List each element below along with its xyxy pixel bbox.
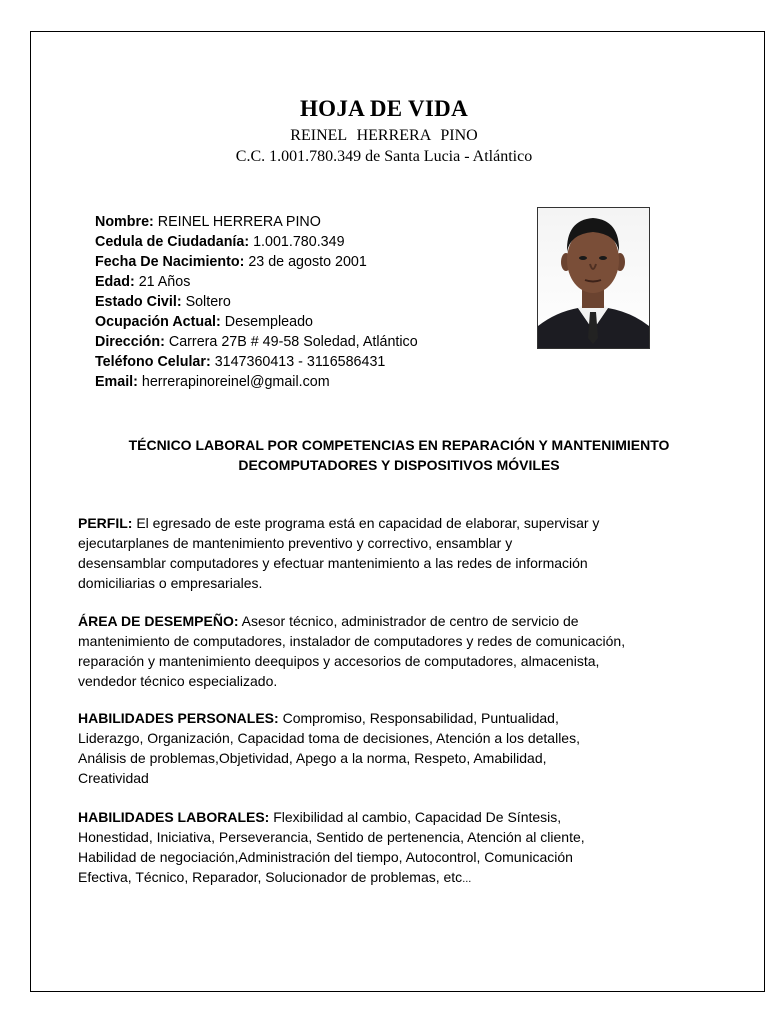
section-line: Creatividad xyxy=(78,770,149,786)
info-row-fecha xyxy=(95,252,418,272)
info-value: Desempleado xyxy=(220,314,313,330)
section-line xyxy=(78,867,471,889)
info-label: Edad: xyxy=(95,274,135,290)
info-label: Email: xyxy=(95,374,138,390)
section-perfil xyxy=(78,513,678,593)
info-label: Dirección: xyxy=(95,334,165,350)
info-value: 3147360413 - 3116586431 xyxy=(210,354,386,370)
info-value: Carrera 27B # 49-58 Soledad, Atlántico xyxy=(164,334,418,350)
section-line: domiciliarias o empresariales. xyxy=(78,575,263,591)
section-line xyxy=(78,708,678,728)
section-line xyxy=(78,513,678,533)
section-line xyxy=(78,611,678,631)
info-label: Cedula de Ciudadanía: xyxy=(95,234,250,250)
profile-photo xyxy=(537,207,650,349)
section-text: Asesor técnico, administrador de centro de servicio de xyxy=(238,613,579,629)
section-line: Liderazgo, Organización, Capacidad toma de decisiones, Atención a los detalles, xyxy=(78,730,580,746)
candidate-name-heading: REINEL HERRERA PINO xyxy=(290,127,478,144)
document-title: HOJA DE VIDA xyxy=(299,96,469,121)
section-label: PERFIL: xyxy=(78,515,133,531)
section-line: ejecutarplanes de mantenimiento preventivo y correctivo, ensamblar y xyxy=(78,535,513,551)
info-value: REINEL HERRERA PINO xyxy=(153,214,321,230)
info-row-cedula xyxy=(95,232,418,252)
info-label: Nombre: xyxy=(95,214,154,230)
section-habilidades-personales xyxy=(78,708,678,788)
info-row-ocupacion xyxy=(95,312,418,332)
section-line: Habilidad de negociación,Administración del tiempo, Autocontrol, Comunicación xyxy=(78,849,573,865)
info-row-edad xyxy=(95,272,418,292)
info-label: Estado Civil: xyxy=(95,294,182,310)
info-row-estado xyxy=(95,292,418,312)
portrait-illustration xyxy=(538,208,649,348)
degree-title xyxy=(80,435,718,475)
info-value: 1.001.780.349 xyxy=(249,234,345,250)
section-line: vendedor técnico especializado. xyxy=(78,673,278,689)
section-label: HABILIDADES PERSONALES: xyxy=(78,710,279,726)
info-value: Soltero xyxy=(181,294,231,310)
section-line: Análisis de problemas,Objetividad, Apego a la norma, Respeto, Amabilidad, xyxy=(78,750,547,766)
section-line: Honestidad, Iniciativa, Perseverancia, Sentido de pertenencia, Atención al cliente, xyxy=(78,829,585,845)
section-line: mantenimiento de computadores, instalador de computadores y redes de comunicación, xyxy=(78,633,626,649)
section-area-desempeno xyxy=(78,611,678,691)
id-heading: C.C. 1.001.780.349 de Santa Lucia - Atlántico xyxy=(235,148,533,165)
ellipsis: ... xyxy=(462,873,472,885)
info-row-direccion xyxy=(95,332,418,352)
section-habilidades-laborales xyxy=(78,807,678,887)
info-value: 23 de agosto 2001 xyxy=(244,254,367,270)
info-label: Fecha De Nacimiento: xyxy=(95,254,245,270)
degree-line-1: TÉCNICO LABORAL POR COMPETENCIAS EN REPARACIÓN Y MANTENIMIENTO xyxy=(128,437,670,453)
section-label: ÁREA DE DESEMPEÑO: xyxy=(78,613,239,629)
section-text: El egresado de este programa está en capacidad de elaborar, supervisar y xyxy=(132,515,600,531)
section-label: HABILIDADES LABORALES: xyxy=(78,809,270,825)
section-text: Flexibilidad al cambio, Capacidad De Síntesis, xyxy=(269,809,562,825)
personal-info xyxy=(95,212,418,392)
section-line: desensamblar computadores y efectuar mantenimiento a las redes de información xyxy=(78,555,588,571)
section-line xyxy=(78,807,678,827)
info-value: herrerapinoreinel@gmail.com xyxy=(137,374,330,390)
info-row-nombre xyxy=(95,212,418,232)
info-value: 21 Años xyxy=(134,274,191,290)
section-text: Efectiva, Técnico, Reparador, Solucionador de problemas, etc xyxy=(78,869,463,885)
section-text: Compromiso, Responsabilidad, Puntualidad, xyxy=(278,710,559,726)
info-label: Teléfono Celular: xyxy=(95,354,211,370)
info-row-email xyxy=(95,372,418,392)
degree-line-2: DECOMPUTADORES Y DISPOSITIVOS MÓVILES xyxy=(238,457,560,473)
info-row-telefono xyxy=(95,352,418,372)
section-line: reparación y mantenimiento deequipos y accesorios de computadores, almacenista, xyxy=(78,653,600,669)
info-label: Ocupación Actual: xyxy=(95,314,221,330)
